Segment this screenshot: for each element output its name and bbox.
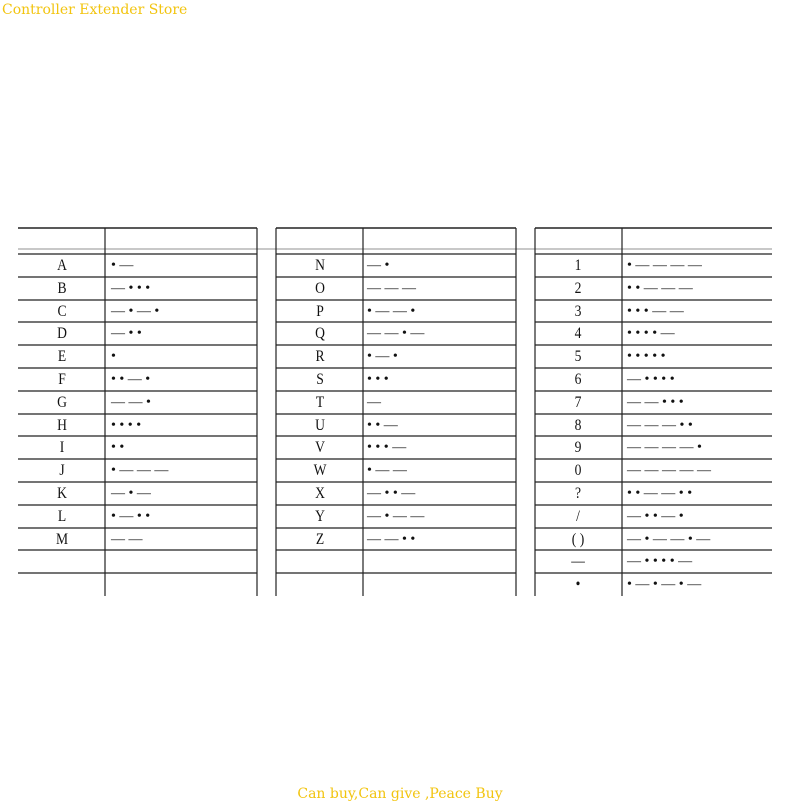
morse-character: 1 bbox=[574, 257, 582, 274]
morse-code: • — — bbox=[367, 463, 407, 478]
morse-character: N bbox=[315, 257, 325, 274]
morse-code: — • bbox=[367, 258, 390, 273]
morse-character: U bbox=[315, 417, 325, 434]
morse-character: Z bbox=[315, 531, 325, 548]
morse-code: — • — • bbox=[111, 304, 160, 319]
morse-code: — • • • • bbox=[627, 372, 675, 387]
morse-code: — — • bbox=[111, 395, 151, 410]
morse-code: • — — — bbox=[111, 463, 169, 478]
morse-character: R bbox=[315, 348, 325, 365]
morse-code: — — — — • bbox=[627, 440, 702, 455]
morse-code: — — — — — bbox=[627, 463, 711, 478]
morse-character: B bbox=[57, 280, 67, 297]
morse-character: O bbox=[315, 280, 325, 297]
morse-code: — • • bbox=[111, 326, 142, 341]
store-watermark-top: Controller Extender Store bbox=[2, 2, 188, 18]
morse-character: V bbox=[315, 439, 325, 456]
morse-code: • • — — • • bbox=[627, 486, 693, 501]
morse-character: X bbox=[315, 485, 325, 502]
morse-code: • • — • bbox=[111, 372, 151, 387]
morse-character: ( ) bbox=[571, 531, 585, 548]
morse-character: H bbox=[57, 417, 67, 434]
morse-code: — • • — bbox=[367, 486, 416, 501]
morse-code: — — — • • bbox=[627, 418, 693, 433]
morse-character: K bbox=[57, 485, 67, 502]
morse-character: 6 bbox=[574, 371, 582, 388]
morse-code: • bbox=[111, 349, 116, 364]
morse-character: Q bbox=[315, 325, 325, 342]
morse-code: — • • — • bbox=[627, 509, 684, 524]
morse-code: • • • • — bbox=[627, 326, 675, 341]
morse-code: • • bbox=[111, 440, 125, 455]
morse-code: • • • — — bbox=[627, 304, 684, 319]
morse-code: — • — bbox=[111, 486, 151, 501]
morse-character: 0 bbox=[574, 462, 582, 479]
morse-code: — • • • bbox=[111, 281, 151, 296]
morse-code: • — bbox=[111, 258, 134, 273]
morse-code: • — • bbox=[367, 349, 398, 364]
morse-character: I bbox=[59, 439, 65, 456]
morse-character: T bbox=[315, 394, 325, 411]
morse-character: 8 bbox=[574, 417, 582, 434]
morse-code: • • — bbox=[367, 418, 398, 433]
morse-code: — bbox=[367, 395, 381, 410]
morse-code: • • — — — bbox=[627, 281, 693, 296]
morse-character: • bbox=[575, 576, 581, 593]
morse-character: 9 bbox=[574, 439, 582, 456]
morse-code: — • • • • — bbox=[627, 554, 693, 569]
morse-character: F bbox=[58, 371, 66, 388]
morse-code: — • — — bbox=[367, 509, 425, 524]
morse-character: Y bbox=[315, 508, 325, 525]
morse-code: • — • — • — bbox=[627, 577, 702, 592]
morse-character: M bbox=[55, 531, 69, 548]
morse-character: / bbox=[576, 508, 580, 525]
morse-character: W bbox=[313, 462, 327, 479]
morse-code: • • • • bbox=[111, 418, 142, 433]
morse-character: L bbox=[57, 508, 67, 525]
morse-code: • • • — bbox=[367, 440, 407, 455]
morse-character: 5 bbox=[574, 348, 582, 365]
morse-code: — — — bbox=[367, 281, 416, 296]
morse-code: — • — — • — bbox=[627, 532, 711, 547]
morse-character: E bbox=[57, 348, 67, 365]
morse-code: — — • — bbox=[367, 326, 425, 341]
morse-character: 3 bbox=[574, 303, 582, 320]
morse-character: 2 bbox=[574, 280, 582, 297]
store-watermark-bottom: Can buy,Can give ,Peace Buy bbox=[297, 786, 503, 802]
morse-character: 7 bbox=[574, 394, 582, 411]
morse-code: — — bbox=[111, 532, 143, 547]
morse-code: • • • • • bbox=[627, 349, 666, 364]
morse-character: — bbox=[571, 553, 585, 570]
morse-character: G bbox=[57, 394, 67, 411]
morse-code: — — • • bbox=[367, 532, 416, 547]
morse-character: D bbox=[57, 325, 67, 342]
morse-character: J bbox=[59, 462, 65, 479]
morse-code: • • • bbox=[367, 372, 389, 387]
morse-code: • — — • bbox=[367, 304, 416, 319]
morse-code: — — • • • bbox=[627, 395, 684, 410]
morse-character: C bbox=[57, 303, 67, 320]
morse-character: P bbox=[316, 303, 324, 320]
morse-code: • — • • bbox=[111, 509, 151, 524]
morse-character: A bbox=[57, 257, 67, 274]
morse-character: ? bbox=[574, 485, 582, 502]
morse-character: S bbox=[316, 371, 324, 388]
morse-code: • — — — — bbox=[627, 258, 702, 273]
morse-character: 4 bbox=[574, 325, 582, 342]
